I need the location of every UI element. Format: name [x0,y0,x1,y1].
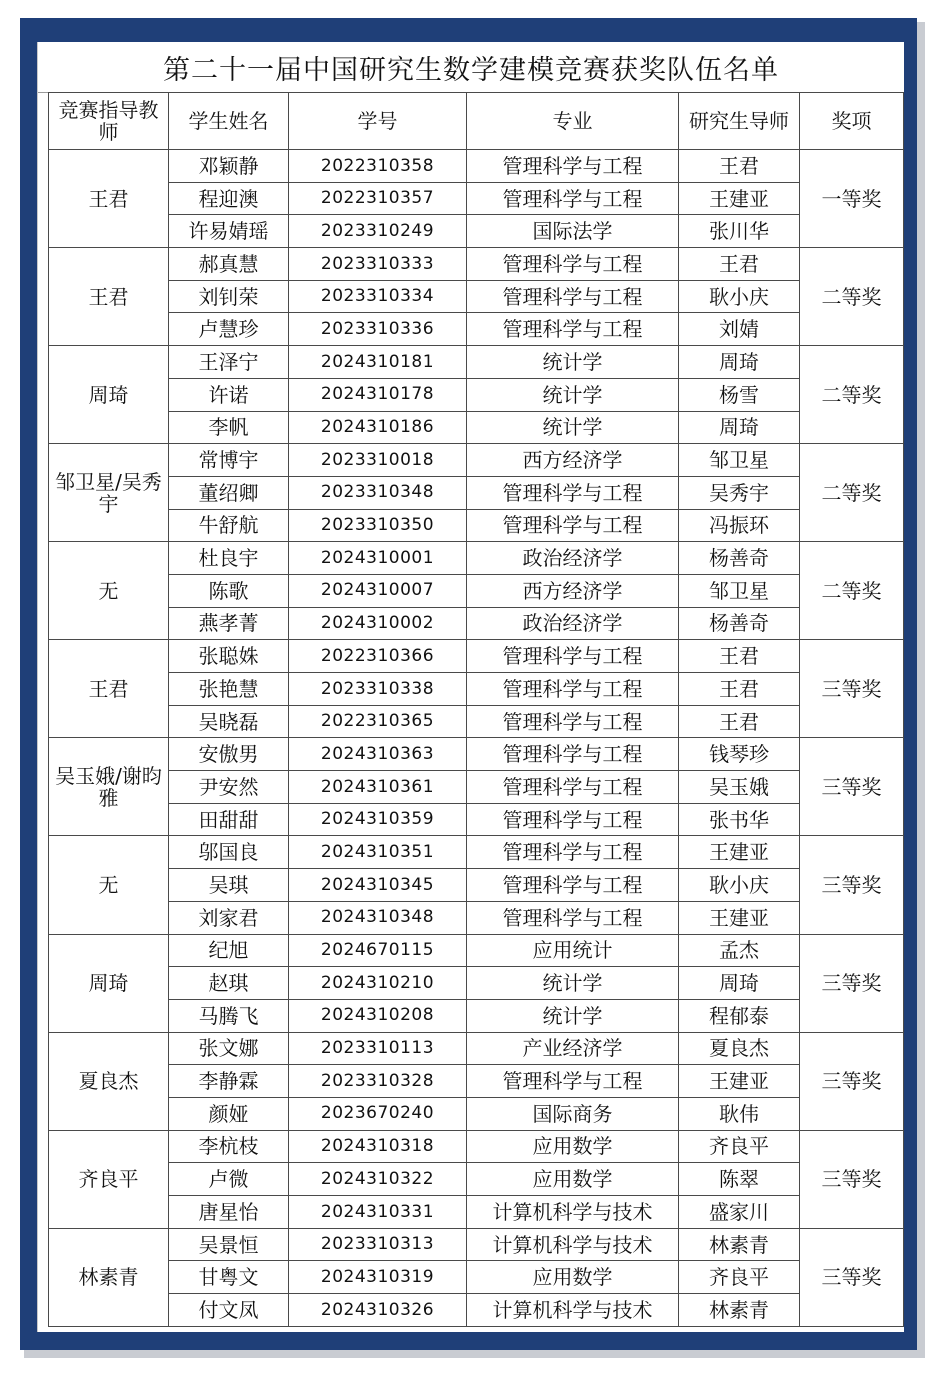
frame-shadow [24,1350,925,1358]
student-id-cell: 2022310358 [289,150,467,183]
student-name-cell: 张聪姝 [169,640,289,673]
major-cell: 管理科学与工程 [467,673,679,706]
student-id-cell: 2023310018 [289,444,467,477]
award-cell: 三等奖 [800,640,904,738]
supervisor-cell: 程郁泰 [679,999,800,1032]
table-row [49,607,904,640]
student-name-cell: 李杭枝 [169,1130,289,1163]
table-row [49,1032,904,1065]
table-row [49,248,904,281]
supervisor-cell: 王君 [679,150,800,183]
student-name-cell: 吴景恒 [169,1228,289,1261]
major-cell: 管理科学与工程 [467,771,679,804]
advisor-cell: 无 [49,542,169,640]
supervisor-cell: 周琦 [679,967,800,1000]
student-id-cell: 2024670115 [289,934,467,967]
student-name-cell: 杜良宇 [169,542,289,575]
major-cell: 统计学 [467,378,679,411]
student-name-cell: 牛舒航 [169,509,289,542]
major-cell: 管理科学与工程 [467,280,679,313]
table-header-row [49,93,904,150]
student-name-cell: 刘家君 [169,901,289,934]
frame-shadow [917,22,925,1354]
major-cell: 管理科学与工程 [467,150,679,183]
major-cell: 国际商务 [467,1097,679,1130]
student-name-cell: 吴晓磊 [169,705,289,738]
major-cell: 西方经济学 [467,444,679,477]
supervisor-cell: 耿小庆 [679,869,800,902]
student-name-cell: 卢微 [169,1163,289,1196]
supervisor-cell: 刘婧 [679,313,800,346]
table-row [49,738,904,771]
supervisor-cell: 王君 [679,640,800,673]
supervisor-cell: 王君 [679,673,800,706]
major-cell: 政治经济学 [467,607,679,640]
student-name-cell: 王泽宁 [169,346,289,379]
student-id-cell: 2024310181 [289,346,467,379]
student-name-cell: 唐星怡 [169,1196,289,1229]
supervisor-cell: 王君 [679,248,800,281]
table-row [49,378,904,411]
table-row [49,346,904,379]
award-cell: 一等奖 [800,150,904,248]
award-cell: 二等奖 [800,444,904,542]
supervisor-cell: 王建亚 [679,1065,800,1098]
student-id-cell: 2024310007 [289,574,467,607]
student-id-cell: 2023310333 [289,248,467,281]
advisor-cell: 王君 [49,248,169,346]
student-name-cell: 尹安然 [169,771,289,804]
major-cell: 产业经济学 [467,1032,679,1065]
major-cell: 管理科学与工程 [467,476,679,509]
major-cell: 应用统计 [467,934,679,967]
table-row [49,215,904,248]
student-id-cell: 2023310348 [289,476,467,509]
major-cell: 管理科学与工程 [467,836,679,869]
student-name-cell: 程迎澳 [169,182,289,215]
table-row [49,411,904,444]
student-id-cell: 2022310365 [289,705,467,738]
student-id-cell: 2023310113 [289,1032,467,1065]
table-row [49,280,904,313]
supervisor-cell: 周琦 [679,346,800,379]
student-id-cell: 2024310359 [289,803,467,836]
major-cell: 管理科学与工程 [467,509,679,542]
major-cell: 管理科学与工程 [467,640,679,673]
supervisor-cell: 钱琴珍 [679,738,800,771]
supervisor-cell: 冯振环 [679,509,800,542]
supervisor-cell: 耿小庆 [679,280,800,313]
advisor-cell: 夏良杰 [49,1032,169,1130]
student-name-cell: 燕孝菁 [169,607,289,640]
student-name-cell: 陈歌 [169,574,289,607]
header-student-name: 学生姓名 [169,93,289,150]
table-row [49,705,904,738]
header-student-id: 学号 [289,93,467,150]
major-cell: 管理科学与工程 [467,1065,679,1098]
student-id-cell: 2024310348 [289,901,467,934]
advisor-cell: 无 [49,836,169,934]
student-id-cell: 2024310351 [289,836,467,869]
major-cell: 管理科学与工程 [467,738,679,771]
student-name-cell: 安傲男 [169,738,289,771]
supervisor-cell: 林素青 [679,1294,800,1327]
awards-table [48,92,904,1327]
supervisor-cell: 夏良杰 [679,1032,800,1065]
major-cell: 统计学 [467,999,679,1032]
table-row [49,1097,904,1130]
major-cell: 管理科学与工程 [467,869,679,902]
student-name-cell: 卢慧珍 [169,313,289,346]
student-id-cell: 2022310366 [289,640,467,673]
table-row [49,1196,904,1229]
table-row [49,673,904,706]
major-cell: 计算机科学与技术 [467,1294,679,1327]
student-name-cell: 颜娅 [169,1097,289,1130]
student-name-cell: 郝真慧 [169,248,289,281]
student-name-cell: 李静霖 [169,1065,289,1098]
major-cell: 管理科学与工程 [467,901,679,934]
student-name-cell: 付文凤 [169,1294,289,1327]
student-name-cell: 邓颖静 [169,150,289,183]
header-major: 专业 [467,93,679,150]
supervisor-cell: 耿伟 [679,1097,800,1130]
student-id-cell: 2024310001 [289,542,467,575]
major-cell: 应用数学 [467,1130,679,1163]
supervisor-cell: 吴玉娥 [679,771,800,804]
student-name-cell: 纪旭 [169,934,289,967]
award-cell: 二等奖 [800,248,904,346]
student-id-cell: 2024310186 [289,411,467,444]
major-cell: 应用数学 [467,1163,679,1196]
student-id-cell: 2024310208 [289,999,467,1032]
supervisor-cell: 吴秀宇 [679,476,800,509]
major-cell: 管理科学与工程 [467,248,679,281]
award-cell: 三等奖 [800,1130,904,1228]
table-row [49,999,904,1032]
student-id-cell: 2024310318 [289,1130,467,1163]
table-row [49,1065,904,1098]
major-cell: 管理科学与工程 [467,705,679,738]
supervisor-cell: 杨善奇 [679,542,800,575]
supervisor-cell: 杨善奇 [679,607,800,640]
major-cell: 统计学 [467,967,679,1000]
student-id-cell: 2023310350 [289,509,467,542]
table-row [49,509,904,542]
award-cell: 三等奖 [800,836,904,934]
supervisor-cell: 陈翠 [679,1163,800,1196]
student-id-cell: 2023310328 [289,1065,467,1098]
header-award: 奖项 [800,93,904,150]
table-row [49,1261,904,1294]
table-row [49,476,904,509]
student-id-cell: 2024310331 [289,1196,467,1229]
student-id-cell: 2024310326 [289,1294,467,1327]
table-row [49,1294,904,1327]
table-row [49,182,904,215]
table-row [49,771,904,804]
table-row [49,1228,904,1261]
table-row [49,542,904,575]
supervisor-cell: 王建亚 [679,182,800,215]
student-id-cell: 2024310345 [289,869,467,902]
major-cell: 管理科学与工程 [467,182,679,215]
student-id-cell: 2022310357 [289,182,467,215]
supervisor-cell: 王建亚 [679,836,800,869]
supervisor-cell: 邹卫星 [679,444,800,477]
student-name-cell: 邬国良 [169,836,289,869]
student-id-cell: 2024310210 [289,967,467,1000]
document-title: 第二十一届中国研究生数学建模竞赛获奖队伍名单 [38,42,904,93]
advisor-cell: 林素青 [49,1228,169,1326]
student-id-cell: 2024310361 [289,771,467,804]
major-cell: 管理科学与工程 [467,803,679,836]
advisor-cell: 周琦 [49,346,169,444]
table-row [49,444,904,477]
student-name-cell: 张艳慧 [169,673,289,706]
student-name-cell: 张文娜 [169,1032,289,1065]
header-advisor: 竞赛指导教师 [49,93,169,150]
advisor-cell: 邹卫星/吴秀宇 [49,444,169,542]
award-cell: 二等奖 [800,542,904,640]
major-cell: 统计学 [467,346,679,379]
student-id-cell: 2023310338 [289,673,467,706]
student-name-cell: 甘粤文 [169,1261,289,1294]
supervisor-cell: 杨雪 [679,378,800,411]
advisor-cell: 王君 [49,150,169,248]
table-row [49,640,904,673]
student-name-cell: 吴琪 [169,869,289,902]
student-name-cell: 许易婧瑶 [169,215,289,248]
student-name-cell: 许诺 [169,378,289,411]
student-id-cell: 2024310319 [289,1261,467,1294]
advisor-cell: 王君 [49,640,169,738]
student-id-cell: 2023670240 [289,1097,467,1130]
student-name-cell: 刘钊荣 [169,280,289,313]
student-name-cell: 马腾飞 [169,999,289,1032]
supervisor-cell: 齐良平 [679,1261,800,1294]
document-sheet [37,42,904,1332]
student-name-cell: 常博宇 [169,444,289,477]
table-row [49,1163,904,1196]
student-name-cell: 董绍卿 [169,476,289,509]
supervisor-cell: 林素青 [679,1228,800,1261]
advisor-cell: 周琦 [49,934,169,1032]
student-id-cell: 2024310178 [289,378,467,411]
table-row [49,150,904,183]
student-name-cell: 李帆 [169,411,289,444]
student-name-cell: 赵琪 [169,967,289,1000]
supervisor-cell: 邹卫星 [679,574,800,607]
student-id-cell: 2023310334 [289,280,467,313]
major-cell: 管理科学与工程 [467,313,679,346]
advisor-cell: 齐良平 [49,1130,169,1228]
major-cell: 计算机科学与技术 [467,1228,679,1261]
table-row [49,934,904,967]
table-row [49,313,904,346]
student-id-cell: 2023310313 [289,1228,467,1261]
student-id-cell: 2024310002 [289,607,467,640]
major-cell: 西方经济学 [467,574,679,607]
table-row [49,803,904,836]
award-cell: 三等奖 [800,1228,904,1326]
supervisor-cell: 张川华 [679,215,800,248]
student-id-cell: 2023310249 [289,215,467,248]
student-name-cell: 田甜甜 [169,803,289,836]
supervisor-cell: 王君 [679,705,800,738]
student-id-cell: 2023310336 [289,313,467,346]
advisor-cell: 吴玉娥/谢昀雅 [49,738,169,836]
table-row [49,836,904,869]
supervisor-cell: 王建亚 [679,901,800,934]
major-cell: 统计学 [467,411,679,444]
supervisor-cell: 周琦 [679,411,800,444]
award-cell: 三等奖 [800,738,904,836]
award-cell: 三等奖 [800,934,904,1032]
major-cell: 国际法学 [467,215,679,248]
award-cell: 二等奖 [800,346,904,444]
supervisor-cell: 张书华 [679,803,800,836]
table-row [49,1130,904,1163]
student-id-cell: 2024310363 [289,738,467,771]
table-row [49,869,904,902]
table-row [49,574,904,607]
supervisor-cell: 盛家川 [679,1196,800,1229]
supervisor-cell: 孟杰 [679,934,800,967]
table-row [49,967,904,1000]
major-cell: 政治经济学 [467,542,679,575]
award-cell: 三等奖 [800,1032,904,1130]
major-cell: 计算机科学与技术 [467,1196,679,1229]
major-cell: 应用数学 [467,1261,679,1294]
table-row [49,901,904,934]
header-supervisor: 研究生导师 [679,93,800,150]
student-id-cell: 2024310322 [289,1163,467,1196]
supervisor-cell: 齐良平 [679,1130,800,1163]
